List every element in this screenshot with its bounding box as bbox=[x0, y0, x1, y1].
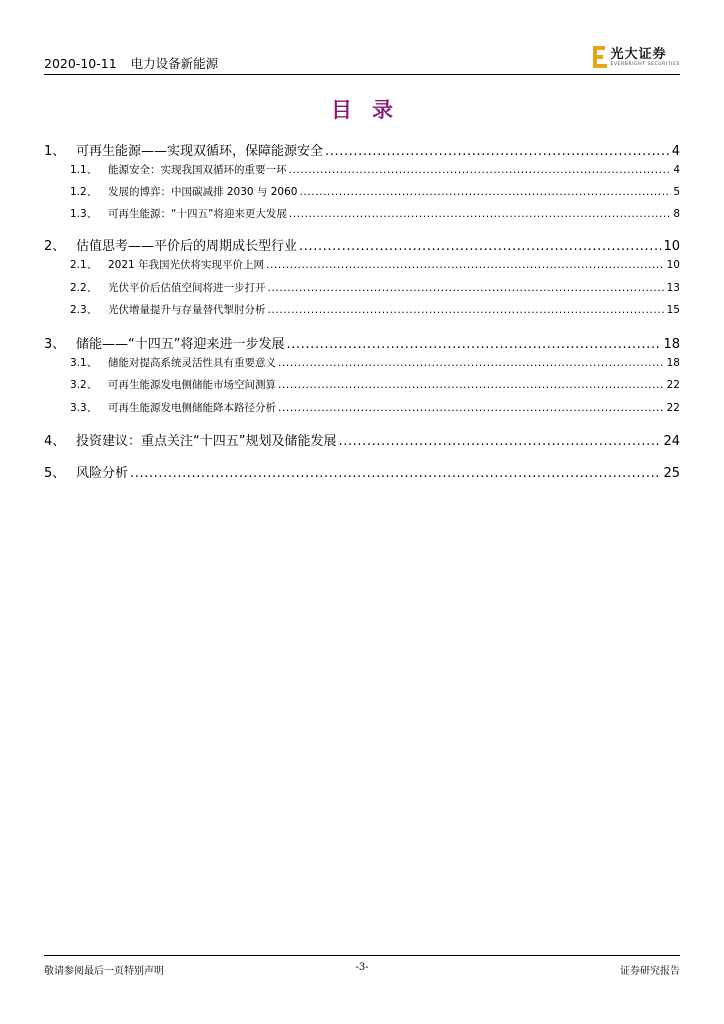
toc-page-number: 25 bbox=[663, 466, 680, 481]
toc-number: 3.3、 bbox=[70, 402, 98, 414]
toc-subsection[interactable] bbox=[44, 377, 680, 392]
toc-page-number: 24 bbox=[663, 434, 680, 449]
toc-page-number: 4 bbox=[671, 144, 680, 159]
toc-subsection[interactable] bbox=[44, 206, 680, 221]
toc-page-number: 22 bbox=[666, 379, 680, 391]
toc-page-number: 18 bbox=[663, 337, 680, 352]
toc-title: 目录 bbox=[331, 97, 413, 122]
toc-leader-dots bbox=[286, 337, 661, 352]
toc-section[interactable] bbox=[44, 235, 680, 254]
toc-leader-dots bbox=[278, 379, 665, 391]
toc-leader-dots bbox=[299, 186, 671, 198]
toc-entry-title: 风险分析 bbox=[76, 466, 129, 481]
toc-number: 2.3、 bbox=[70, 304, 98, 316]
toc-section[interactable] bbox=[44, 333, 680, 352]
header-info bbox=[44, 54, 218, 72]
toc-number: 1.3、 bbox=[70, 208, 98, 220]
toc-number: 2.1、 bbox=[70, 259, 98, 271]
toc-page-number: 10 bbox=[666, 259, 680, 271]
toc-page-number: 13 bbox=[666, 282, 680, 294]
toc-leader-dots bbox=[299, 239, 661, 254]
toc-page-number: 22 bbox=[666, 402, 680, 414]
toc-entry-title: 2021 年我国光伏将实现平价上网 bbox=[108, 259, 265, 271]
toc-entry-title: 可再生能源：“十四五”将迎来更大发展 bbox=[108, 208, 287, 220]
toc-page-number: 15 bbox=[666, 304, 680, 316]
toc-subsection[interactable] bbox=[44, 280, 680, 295]
toc-entry-title: 可再生能源发电侧储能市场空间测算 bbox=[108, 379, 276, 391]
toc-entry-title: 可再生能源——实现双循环，保障能源安全 bbox=[76, 144, 324, 159]
toc-section[interactable] bbox=[44, 462, 680, 481]
toc-subsection[interactable] bbox=[44, 257, 680, 272]
company-logo bbox=[593, 46, 680, 68]
toc-number: 3.2、 bbox=[70, 379, 98, 391]
footer-disclaimer: 敬请参阅最后一页特别声明 bbox=[44, 966, 164, 977]
page-header bbox=[44, 46, 680, 75]
toc-page-number: 8 bbox=[673, 208, 680, 220]
toc-entry-title: 投资建议：重点关注“十四五”规划及储能发展 bbox=[76, 434, 337, 449]
footer-page-number: -3- bbox=[355, 962, 369, 973]
toc-number: 5、 bbox=[44, 466, 66, 481]
toc-number: 2、 bbox=[44, 239, 66, 254]
page-footer bbox=[44, 955, 680, 980]
toc-number: 1.2、 bbox=[70, 186, 98, 198]
toc-number: 2.2、 bbox=[70, 282, 98, 294]
toc-leader-dots bbox=[268, 282, 665, 294]
toc-leader-dots bbox=[268, 304, 665, 316]
toc-page-number: 4 bbox=[673, 164, 680, 176]
toc-subsection[interactable] bbox=[44, 162, 680, 177]
toc-entry-title: 估值思考——平价后的周期成长型行业 bbox=[76, 239, 298, 254]
toc-entry-title: 储能对提高系统灵活性具有重要意义 bbox=[108, 357, 276, 369]
footer-report-type: 证券研究报告 bbox=[620, 966, 680, 977]
toc-leader-dots bbox=[289, 208, 671, 220]
logo-mark-icon bbox=[593, 46, 607, 68]
logo-name: 光大证券 bbox=[610, 46, 667, 62]
toc-leader-dots bbox=[325, 144, 670, 159]
toc-entry-title: 光伏平价后估值空间将进一步打开 bbox=[108, 282, 266, 294]
toc-leader-dots bbox=[289, 164, 672, 176]
report-date: 2020-10-11 bbox=[44, 56, 117, 71]
toc-entry-title: 可再生能源发电侧储能降本路径分析 bbox=[108, 402, 276, 414]
toc-entry-title: 发展的博弈：中国碳减排 2030 与 2060 bbox=[108, 186, 298, 198]
toc-subsection[interactable] bbox=[44, 302, 680, 317]
report-sector: 电力设备新能源 bbox=[130, 56, 219, 71]
toc-page-number: 10 bbox=[663, 239, 680, 254]
toc-subsection[interactable] bbox=[44, 400, 680, 415]
toc-leader-dots bbox=[338, 434, 661, 449]
toc-page-number: 5 bbox=[673, 186, 680, 198]
toc-page-number: 18 bbox=[666, 357, 680, 369]
toc-number: 3.1、 bbox=[70, 357, 98, 369]
toc-leader-dots bbox=[278, 402, 665, 414]
toc-entry-title: 光伏增量提升与存量替代掣肘分析 bbox=[108, 304, 266, 316]
logo-english: EVERBRIGHT SECURITIES bbox=[610, 61, 680, 67]
toc-leader-dots bbox=[130, 466, 661, 481]
toc-leader-dots bbox=[266, 259, 665, 271]
toc-number: 4、 bbox=[44, 434, 66, 449]
toc-section[interactable] bbox=[44, 430, 680, 449]
toc-leader-dots bbox=[278, 357, 665, 369]
toc-entry-title: 储能——“十四五”将迎来进一步发展 bbox=[76, 337, 285, 352]
toc-number: 1、 bbox=[44, 144, 66, 159]
toc-subsection[interactable] bbox=[44, 355, 680, 370]
toc-entry-title: 能源安全：实现我国双循环的重要一环 bbox=[108, 164, 287, 176]
toc-number: 3、 bbox=[44, 337, 66, 352]
toc-subsection[interactable] bbox=[44, 184, 680, 199]
toc-number: 1.1、 bbox=[70, 164, 98, 176]
toc-section[interactable] bbox=[44, 140, 680, 159]
